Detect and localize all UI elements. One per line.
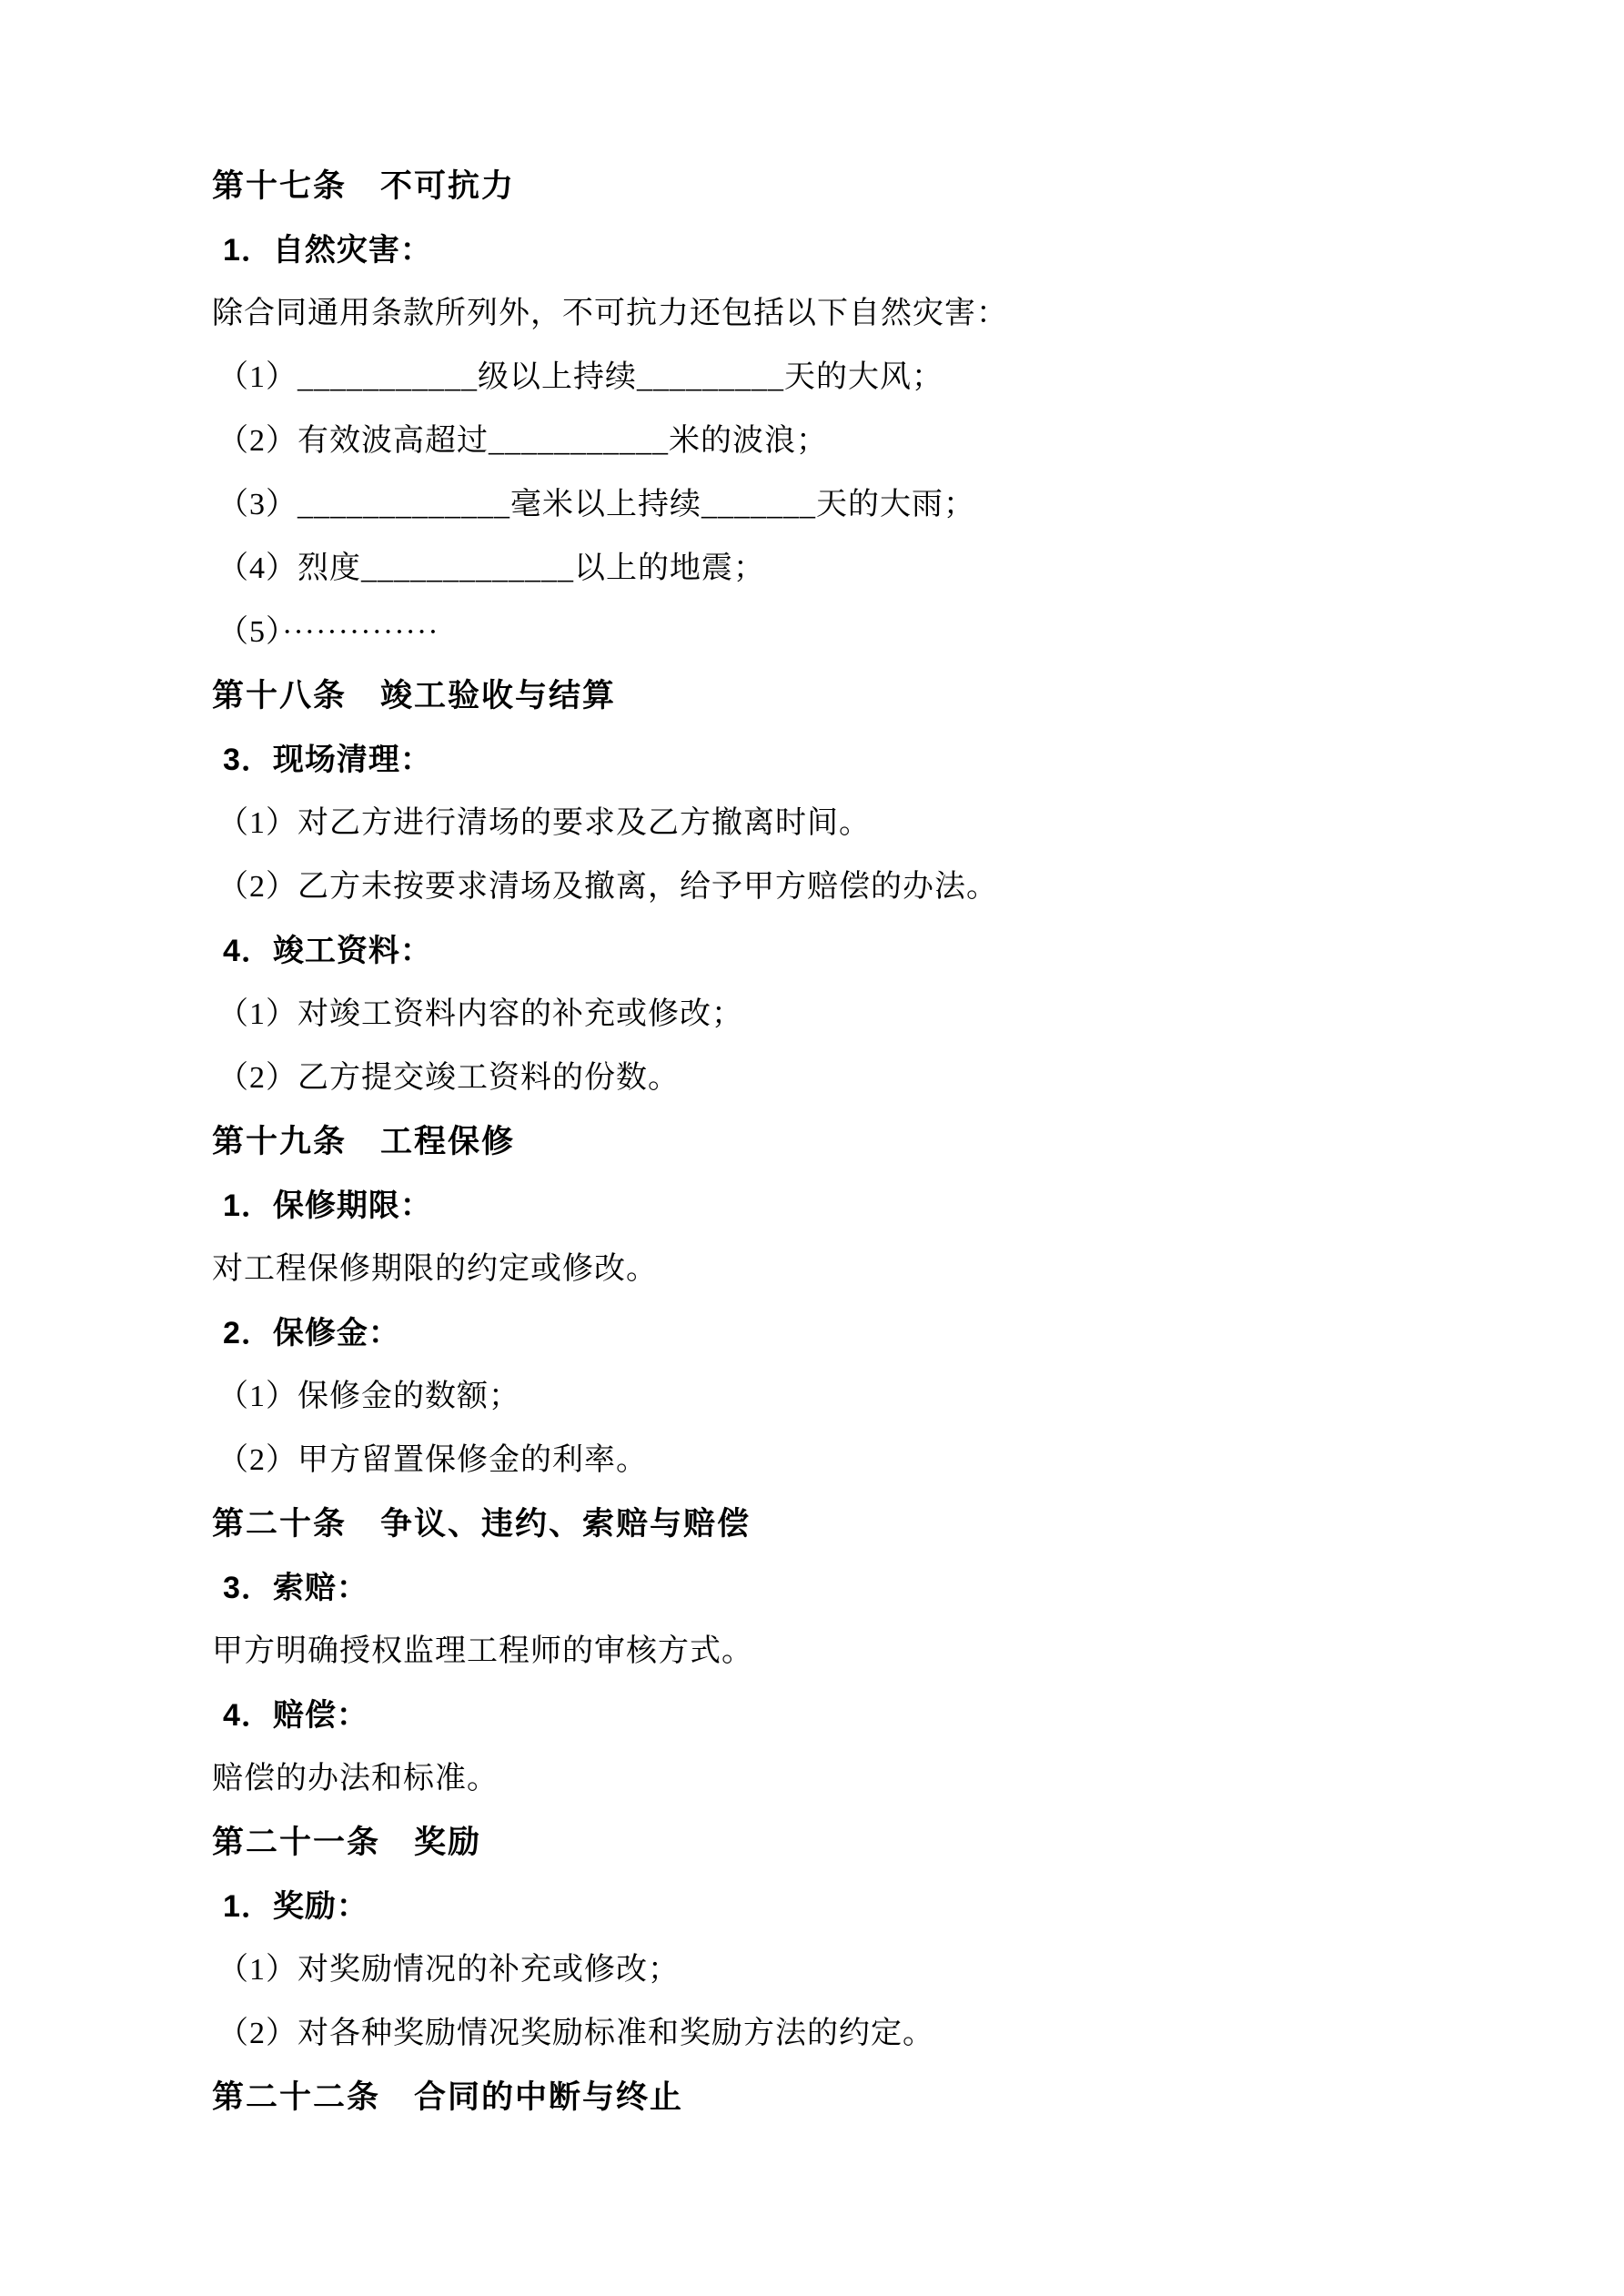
clause-subheading: 4．竣工资料： xyxy=(223,934,432,968)
paragraph: 赔偿的办法和标准。 xyxy=(212,1762,499,1795)
clause-item: （1）保修金的数额； xyxy=(217,1380,520,1413)
clause-item: （3）_____________毫米以上持续_______天的大雨； xyxy=(217,488,975,521)
clause-item: （5）·············· xyxy=(217,615,439,649)
clause-subheading: 3．现场清理： xyxy=(223,743,432,777)
article-heading: 第十九条 工程保修 xyxy=(212,1124,516,1159)
article-heading: 第十七条 不可抗力 xyxy=(212,168,516,204)
paragraph: 甲方明确授权监理工程师的审核方式。 xyxy=(212,1634,753,1668)
article-heading: 第二十条 争议、违约、索赔与赔偿 xyxy=(212,1506,751,1542)
paragraph: 对工程保修期限的约定或修改。 xyxy=(212,1252,658,1286)
paragraph: 除合同通用条款所列外，不可抗力还包括以下自然灾害： xyxy=(212,297,1008,330)
clause-subheading: 1．保修期限： xyxy=(223,1188,432,1223)
clause-item: （2）对各种奖励情况奖励标准和奖励方法的约定。 xyxy=(217,2017,934,2050)
clause-item: （2）甲方留置保修金的利率。 xyxy=(217,1443,648,1477)
clause-item: （1）对竣工资料内容的补充或修改； xyxy=(217,997,743,1031)
clause-subheading: 1．自然灾害： xyxy=(223,233,432,268)
clause-item: （1）___________级以上持续_________天的大风； xyxy=(217,360,943,394)
article-heading: 第二十二条 合同的中断与终止 xyxy=(212,2079,684,2115)
clause-item: （4）烈度_____________以上的地震； xyxy=(217,551,765,585)
article-heading: 第十八条 竣工验收与结算 xyxy=(212,678,617,713)
clause-subheading: 2．保修金： xyxy=(223,1316,400,1350)
clause-item: （2）乙方提交竣工资料的份数。 xyxy=(217,1061,680,1095)
clause-item: （1）对乙方进行清场的要求及乙方撤离时间。 xyxy=(217,806,871,840)
clause-item: （2）乙方未按要求清场及撤离，给予甲方赔偿的办法。 xyxy=(217,870,998,904)
clause-subheading: 3．索赔： xyxy=(223,1571,368,1605)
clause-subheading: 1．奖励： xyxy=(223,1889,368,1924)
article-heading: 第二十一条 奖励 xyxy=(212,1825,482,1860)
document-body xyxy=(212,155,1413,2129)
clause-item: （2）有效波高超过___________米的波浪； xyxy=(217,424,828,458)
clause-subheading: 4．赔偿： xyxy=(223,1698,368,1733)
clause-item: （1）对奖励情况的补充或修改； xyxy=(217,1953,680,1987)
